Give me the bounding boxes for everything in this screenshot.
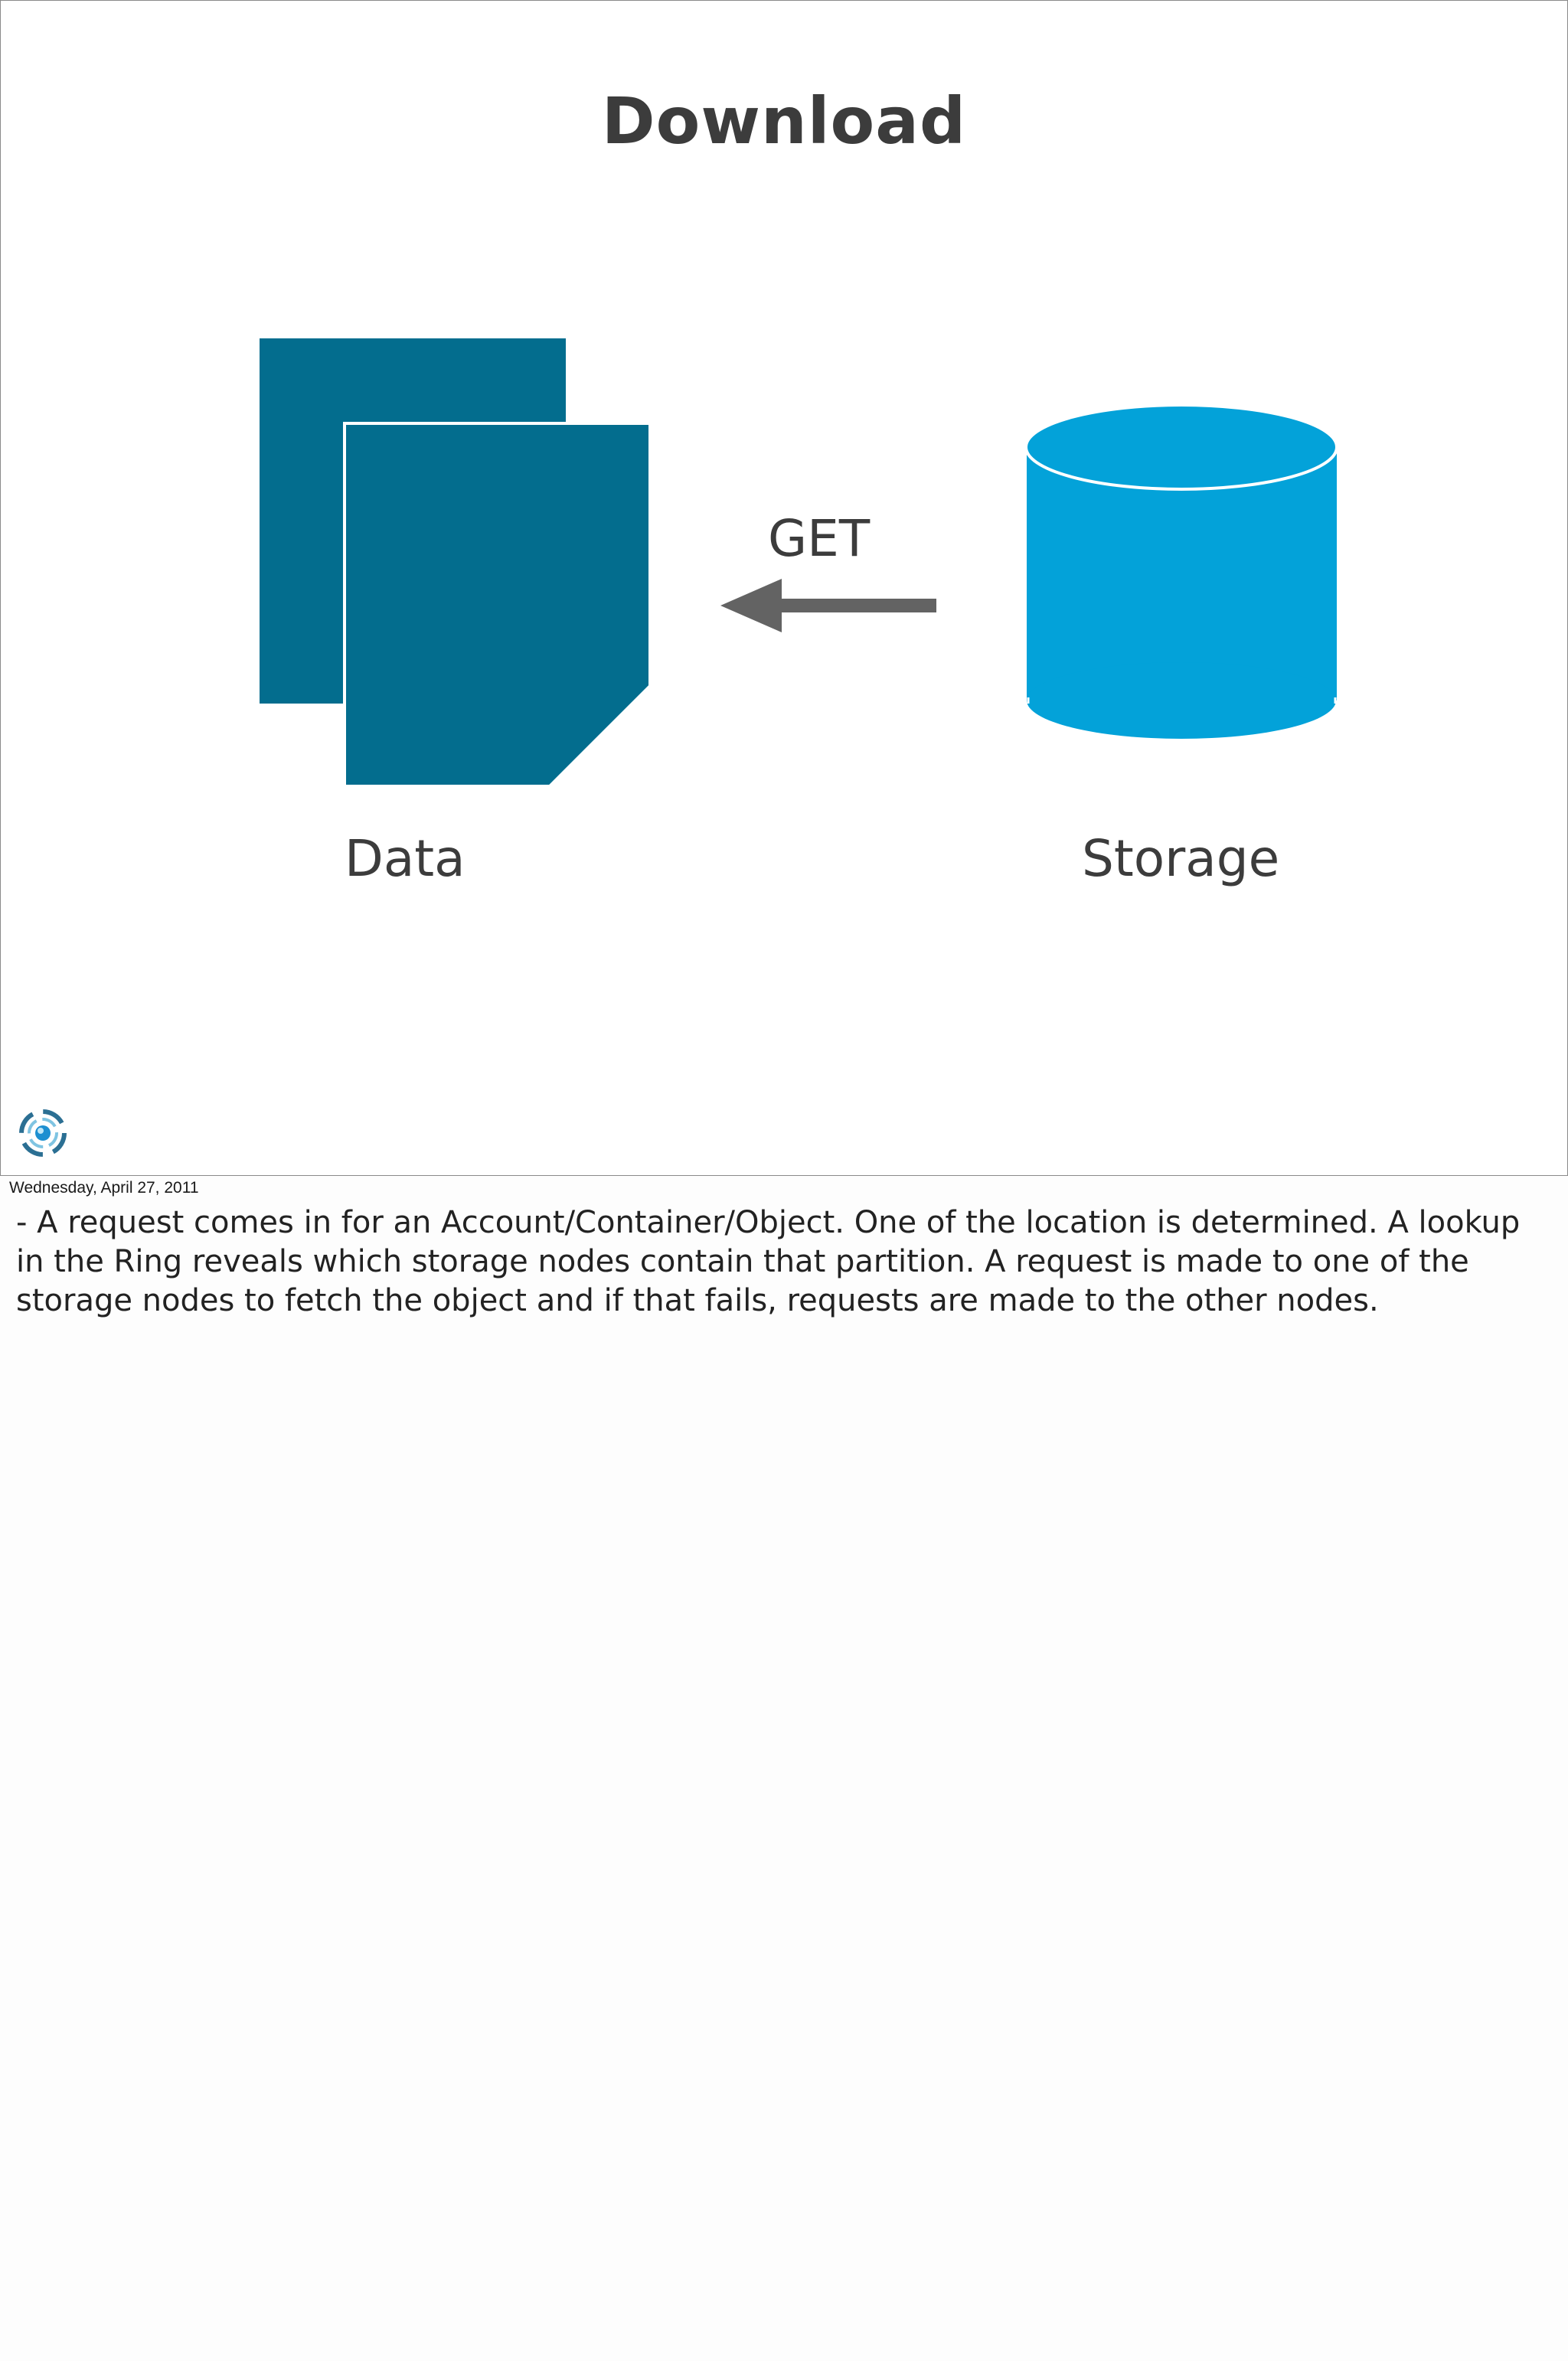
diagram xyxy=(1,1,1567,1175)
get-label: GET xyxy=(768,509,871,568)
speaker-notes: - A request comes in for an Account/Container/Object. One of the location is determined. A lookup in the Ring reveals which storage nodes contain that partition. A request is made to one of the storage nodes to fetch the object and if that fails, requests are made to the other nodes. xyxy=(16,1205,1521,1318)
arrow-left-icon xyxy=(720,579,936,632)
database-cylinder-icon xyxy=(1026,405,1337,739)
slide-date: Wednesday, April 27, 2011 xyxy=(9,1179,199,1197)
slide xyxy=(0,0,1568,1176)
data-label: Data xyxy=(345,829,466,888)
document-front-icon xyxy=(345,423,650,786)
app-logo-icon xyxy=(18,1108,68,1158)
slide-title: Download xyxy=(601,83,967,158)
storage-label: Storage xyxy=(1082,829,1280,888)
